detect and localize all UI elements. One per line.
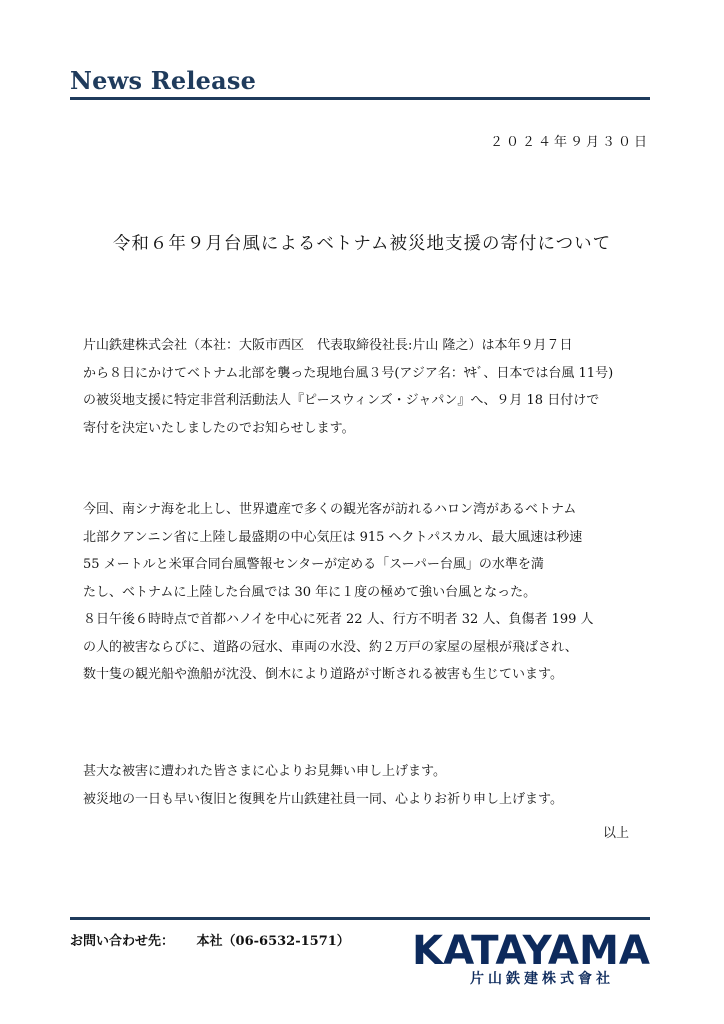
text-line: 55 メートルと米軍合同台風警報センターが定める「スーパー台風」の水準を満 (83, 557, 544, 572)
closing-mark: 以上 (602, 826, 629, 841)
contact-info (70, 930, 350, 949)
text-line: 北部クアンニン省に上陸し最盛期の中心気圧は 915 ヘクトパスカル、最大風速は秒速 (83, 529, 583, 545)
document-title: 令和６年９月台風によるベトナム被災地支援の寄付について (112, 234, 612, 254)
contact-label: お問い合わせ先： (70, 934, 175, 949)
text-line: の人的被害ならびに、道路の冠水、車両の水没、約２万戸の家屋の屋根が飛ばされ、 (83, 639, 578, 655)
logo-wordmark: KATAYAMA (412, 928, 651, 974)
text-line: の被災地支援に特定非営利活動法人『ピースウィンズ・ジャパン』へ、９月 18 日付けで (83, 393, 600, 408)
paragraph-typhoon-details (83, 496, 643, 689)
release-date: ２０２４年９月３０日 (489, 135, 650, 150)
text-line: 片山鉄建株式会社（本社：大阪市西区 代表取締役社長:片山 隆之）は本年９月７日 (83, 338, 573, 353)
text-line: ８日午後６時時点で首都ハノイを中心に死者 22 人、行方不明者 32 人、負傷者 199 人 (83, 612, 594, 627)
text-line: 今回、南シナ海を北上し、世界遺産で多くの観光客が訪れるハロン湾があるベトナム (83, 502, 577, 517)
footer-rule (70, 917, 650, 920)
news-release-header: News Release (70, 66, 257, 95)
text-line: 甚大な被害に遭われた皆さまに心よりお見舞い申し上げます。 (83, 764, 446, 779)
text-line: 寄付を決定いたしましたのでお知らせします。 (83, 420, 355, 436)
text-line: 被災地の一日も早い復旧と復興を片山鉄建社員一同、心よりお祈り申し上げます。 (83, 791, 563, 807)
logo-company-name: 片山鉄建株式會社 (470, 971, 614, 987)
contact-phone: 本社（06-6532-1571） (196, 934, 350, 949)
paragraph-condolences (83, 758, 643, 813)
header-rule (70, 97, 650, 100)
text-line: たし、ベトナムに上陸した台風では 30 年に１度の極めて強い台風となった。 (83, 584, 537, 600)
paragraph-announcement (83, 332, 643, 442)
text-line: から８日にかけてベトナム北部を襲った現地台風３号(アジア名：ﾔｷﾞ、日本では台風 11号) (83, 365, 614, 381)
text-line: 数十隻の観光船や漁船が沈没、倒木により道路が寸断される被害も生じています。 (83, 667, 563, 682)
